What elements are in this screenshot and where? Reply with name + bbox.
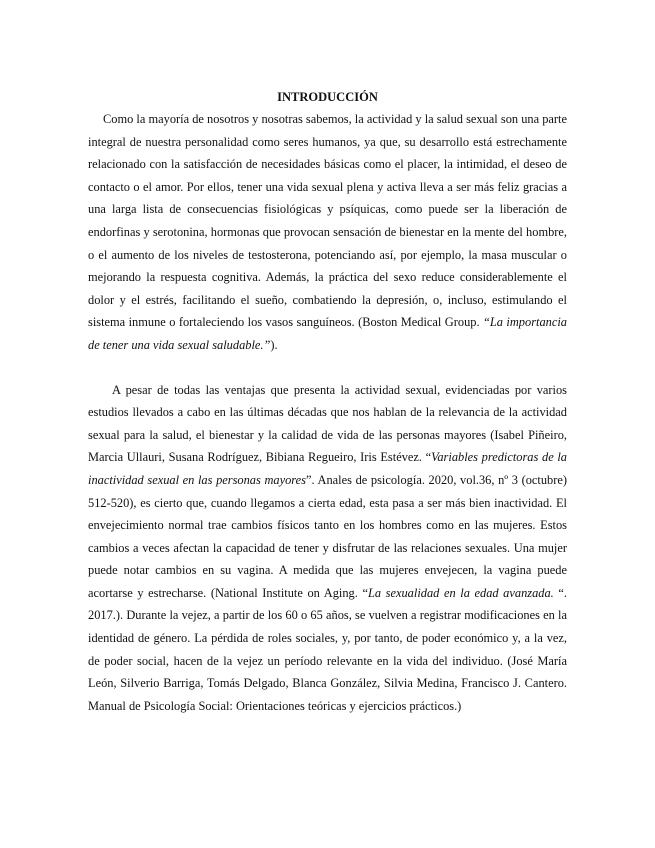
paragraph-1-citation: “La importancia de tener una vida sexual saludable.” — [88, 315, 567, 352]
paragraph-2-citation-b: La sexualidad en la edad avanzada. — [367, 585, 554, 600]
paragraph-1 — [88, 108, 567, 357]
paragraph-1-text: Como la mayoría de nosotros y nosotras sabemos, la actividad y la salud sexual son una parte integral de nuestra personalidad como seres humanos, ya que, su desarrollo está estrechamente relacionado con la satisfacción de necesidades básicas como el placer, la intimidad, el deseo de contacto o el amor. Por ellos, tener una vida sexual plena y activa lleva a ser más feliz gracias a una larga lista de consecuencias fisiológicas y psíquicas, como puede ser la liberación de endorfinas y serotonina, hormonas que provocan sensación de bienestar en la mente del hombre, o el aumento de los niveles de testosterona, potenciando así, por ejemplo, la masa muscular o mejorando la respuesta cognitiva. Además, la práctica del sexo reduce considerablemente el dolor y el estrés, facilitando el sueño, combatiendo la depresión, o, incluso, estimulando el sistema inmune o fortaleciendo los vasos sanguíneos. (Boston Medical Group. — [88, 112, 567, 330]
paragraph-2-text-c: “. 2017.). Durante la vejez, a partir de los 60 o 65 años, se vuelven a registrar modificaciones en la identidad de género. La pérdida de roles sociales, y, por tanto, de poder económico y, a la vez, de poder social, hacen de la vejez un período relevante en la vida del individuo. (José María León, Silverio Barriga, Tomás Delgado, Blanca González, Silvia Medina, Francisco J. Cantero. Manual de Psicología Social: Orientaciones teóricas y ejercicios prácticos.) — [88, 585, 567, 713]
paragraph-2-citation-a: Variables predictoras de la inactividad sexual en las personas mayores — [88, 450, 567, 487]
paragraph-2-text-a: A pesar de todas las ventajas que presenta la actividad sexual, evidenciadas por varios estudios llevados a cabo en las últimas décadas que nos hablan de la relevancia de la actividad sexual para la salud, el bienestar y la calidad de vida de las personas mayores (Isabel Piñeiro, Marcia Ullauri, Susana Rodríguez, Bibiana Regueiro, Iris Estévez. “ — [88, 382, 567, 465]
document-page — [88, 86, 567, 717]
paragraph-2-text-b: ”. Anales de psicología. 2020, vol.36, nº 3 (octubre) 512-520), es cierto que, cuando llegamos a cierta edad, esta pasa a ser más bien inactividad. El envejecimiento normal trae cambios físicos tanto en los hombres como en las mujeres. Estos cambios a veces afectan la capacidad de tener y disfrutar de las relaciones sexuales. Una mujer puede notar cambios en su vagina. A medida que las mujeres envejecen, la vagina puede acortarse y estrecharse. (National Institute on Aging. “ — [88, 472, 568, 600]
page-title: INTRODUCCIÓN — [277, 90, 378, 104]
paragraph-2 — [88, 379, 567, 718]
paragraph-1-closing: ). — [270, 337, 278, 352]
